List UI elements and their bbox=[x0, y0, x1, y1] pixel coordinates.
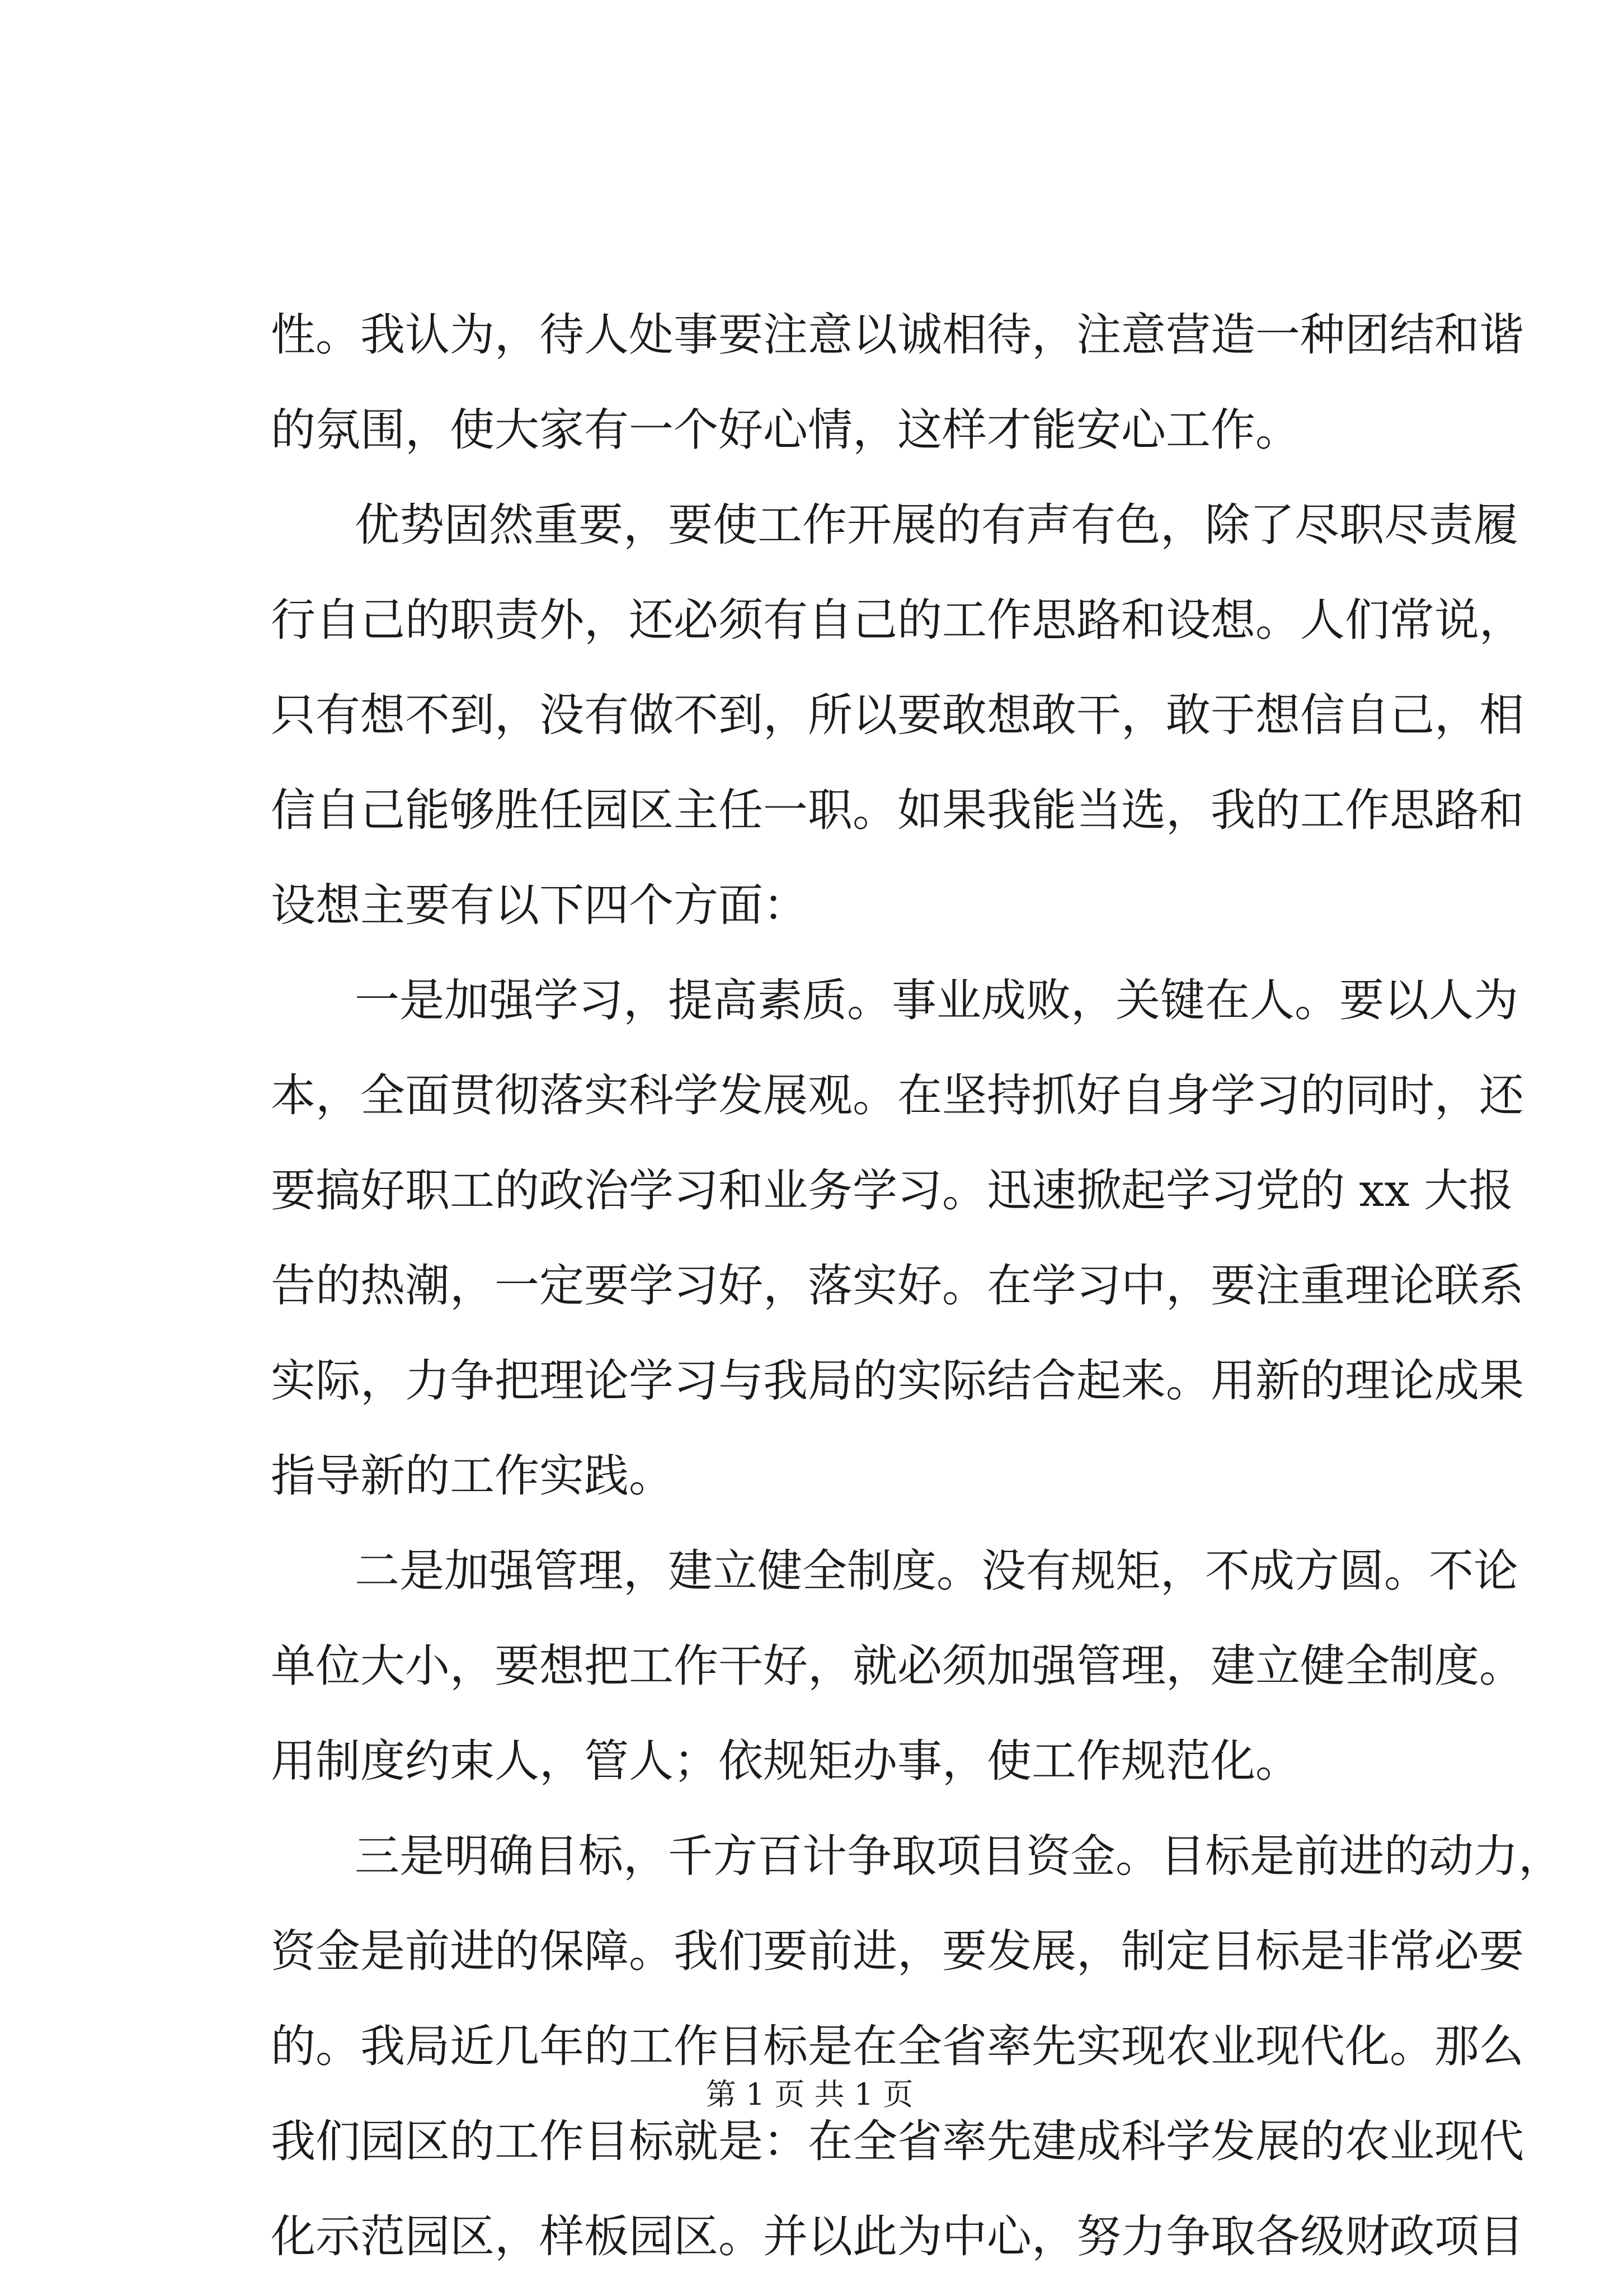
text-line: 的。我局近几年的工作目标是在全省率先实现农业现代化。那么 bbox=[271, 2020, 1524, 2072]
text-line: 设想主要有以下四个方面： bbox=[271, 879, 808, 931]
page-footer: 第 1 页 共 1 页 bbox=[705, 2077, 914, 2112]
text-line: 化示范园区，样板园区。并以此为中心，努力争取各级财政项目 bbox=[271, 2210, 1524, 2262]
text-line: 二是加强管理，建立健全制度。没有规矩，不成方圆。不论 bbox=[355, 1545, 1518, 1597]
text-line: 指导新的工作实践。 bbox=[271, 1450, 674, 1502]
text-line: 只有想不到，没有做不到，所以要敢想敢干，敢于想信自己，相 bbox=[271, 689, 1524, 741]
document-body bbox=[271, 299, 1563, 2296]
text-line: 单位大小，要想把工作干好，就必须加强管理，建立健全制度。 bbox=[271, 1640, 1524, 1692]
text-line: 三是明确目标，千方百计争取项目资金。目标是前进的动力， bbox=[355, 1830, 1563, 1882]
text-line: 我们园区的工作目标就是：在全省率先建成科学发展的农业现代 bbox=[271, 2115, 1524, 2167]
text-line: 行自己的职责外，还必须有自己的工作思路和设想。人们常说， bbox=[271, 594, 1524, 646]
text-line: 信自己能够胜任园区主任一职。如果我能当选，我的工作思路和 bbox=[271, 784, 1524, 836]
text-line: 本，全面贯彻落实科学发展观。在坚持抓好自身学习的同时，还 bbox=[271, 1069, 1524, 1121]
paragraph bbox=[271, 1535, 1524, 1821]
text-line: 用制度约束人，管人；依规矩办事，使工作规范化。 bbox=[271, 1735, 1300, 1787]
text-line: 优势固然重要，要使工作开展的有声有色，除了尽职尽责履 bbox=[355, 499, 1518, 551]
paragraph bbox=[271, 299, 1524, 489]
text-line: 要搞好职工的政治学习和业务学习。迅速掀起学习党的 xx 大报 bbox=[271, 1164, 1514, 1217]
text-line: 实际，力争把理论学习与我局的实际结合起来。用新的理论成果 bbox=[271, 1355, 1524, 1407]
text-line: 的氛围，使大家有一个好心情，这样才能安心工作。 bbox=[271, 404, 1300, 456]
text-line: 资金是前进的保障。我们要前进，要发展，制定目标是非常必要 bbox=[271, 1925, 1524, 1977]
paragraph bbox=[271, 1821, 1563, 2296]
text-line: 一是加强学习，提高素质。事业成败，关键在人。要以人为 bbox=[355, 974, 1518, 1026]
text-line: 告的热潮，一定要学习好，落实好。在学习中，要注重理论联系 bbox=[271, 1260, 1524, 1312]
paragraph bbox=[271, 489, 1524, 965]
text-line: 性。我认为，待人处事要注意以诚相待，注意营造一种团结和谐 bbox=[271, 309, 1524, 361]
paragraph bbox=[271, 965, 1524, 1535]
